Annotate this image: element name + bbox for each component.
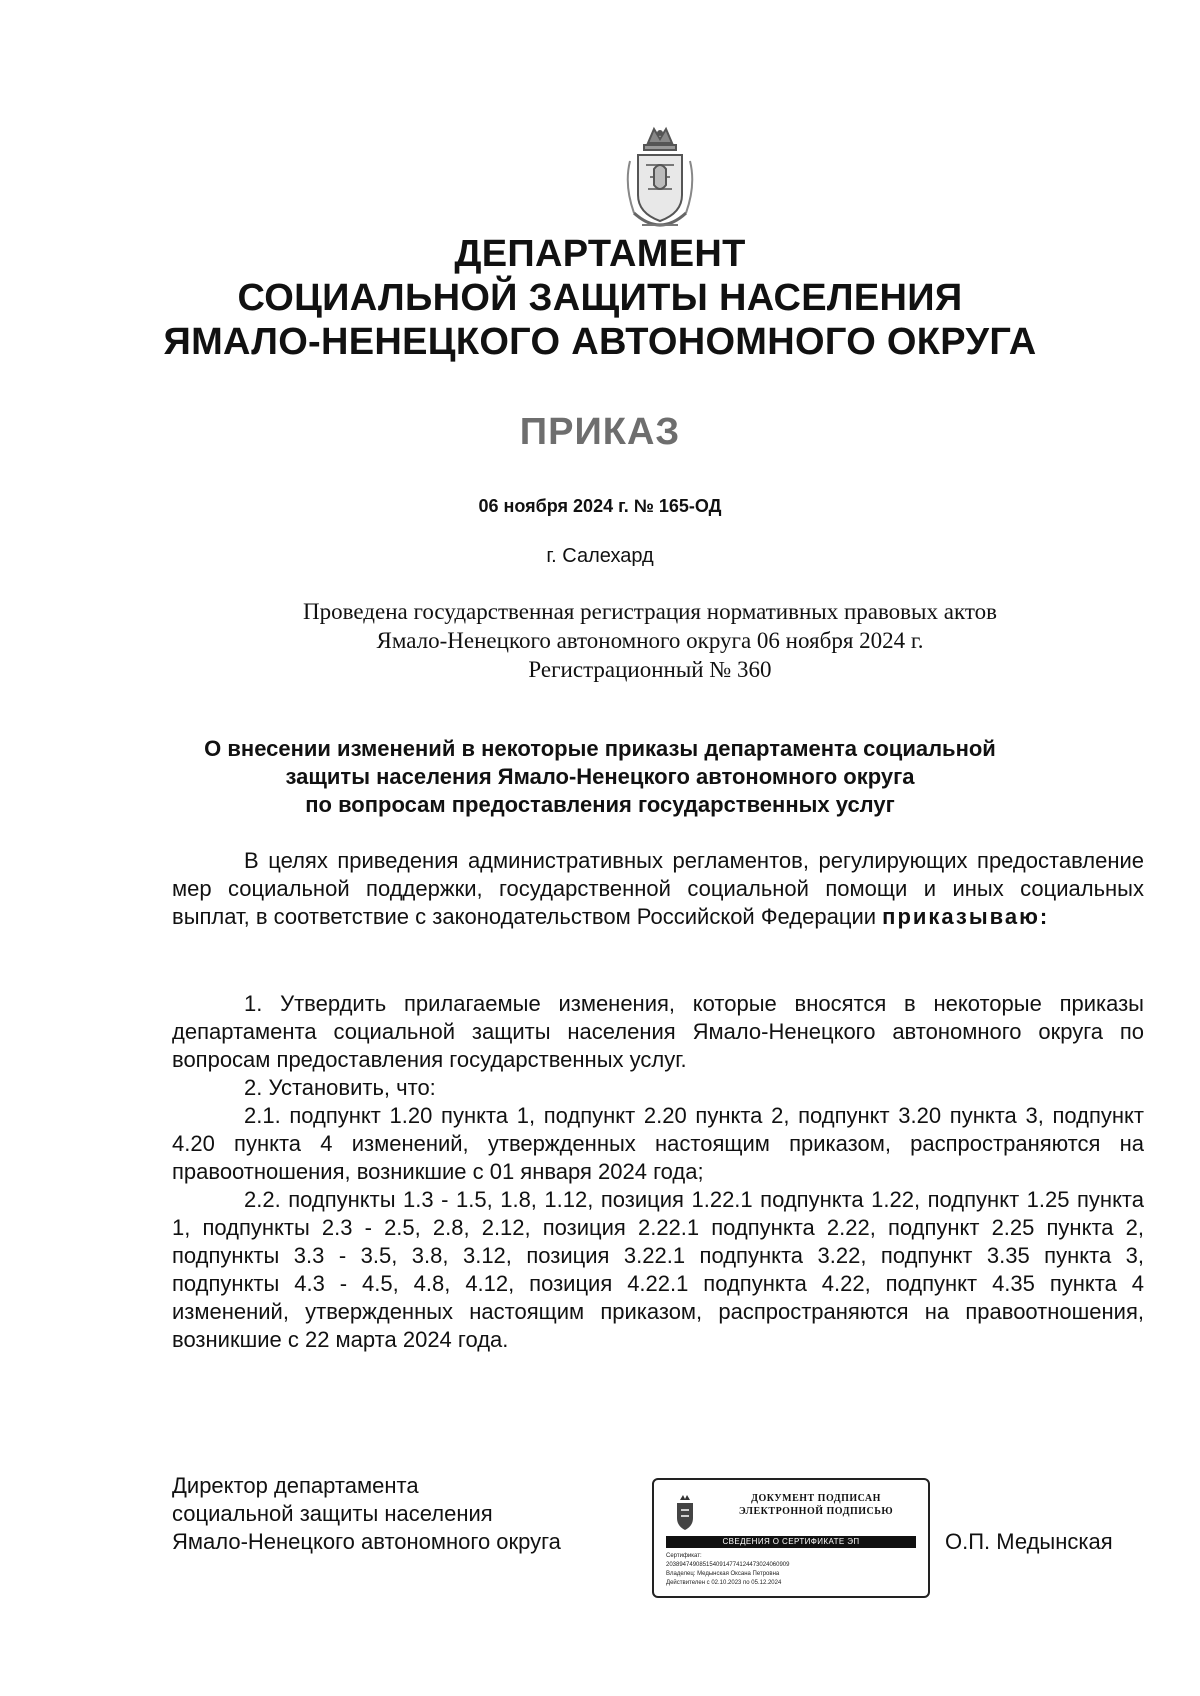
order-city: г. Салехард xyxy=(546,545,654,567)
subject-line: защиты населения Ямало-Ненецкого автономного округа xyxy=(285,764,915,789)
registration-line: Проведена государственная регистрация нормативных правовых актов xyxy=(303,599,997,624)
registration-note xyxy=(180,597,1120,684)
stamp-cert-label: Сертификат: xyxy=(666,1553,702,1559)
preamble-paragraph xyxy=(172,847,1144,931)
stamp-certificate-bar: СВЕДЕНИЯ О СЕРТИФИКАТЕ ЭП xyxy=(666,1536,916,1548)
stamp-validity: Действителен с 02.10.2023 по 05.12.2024 xyxy=(666,1580,782,1586)
department-title xyxy=(100,232,1100,364)
item-2-2: 2.2. подпункты 1.3 - 1.5, 1.8, 1.12, позиция 1.22.1 подпункта 1.22, подпункт 1.25 пункта 1, подпункты 2.3 - 2.5, 2.8, 2.12, позиция 2.22.1 подпункта 2.22, подпункт 2.25 пункта 2, подпункты 3.3 - 3.5, 3.8, 3.12, позиция 3.22.1 подпункта 3.22, подпункт 3.35 пункта 3, подпункты 4.3 - 4.5, 4.8, 4.12, позиция 4.22.1 подпункта 4.22, подпункт 4.35 пункта 4 изменений, утвержденных настоящим приказом, распространяются на правоотношения, возникшие с 22 марта 2024 года. xyxy=(172,1187,1144,1352)
subject-line: О внесении изменений в некоторые приказы департамента социальной xyxy=(204,736,996,761)
stamp-heading-line: ЭЛЕКТРОННОЙ ПОДПИСЬЮ xyxy=(738,1506,894,1517)
preamble-text: В целях приведения административных регламентов, регулирующих предоставление мер социальной поддержки, государственной социальной помощи и иных социальных выплат, в соответствие с законодательством Российской Федерации xyxy=(172,848,1144,929)
order-title: ПРИКАЗ xyxy=(519,411,681,453)
stamp-certificate-details xyxy=(666,1552,922,1588)
electronic-signature-stamp xyxy=(652,1478,930,1598)
order-subject xyxy=(120,735,1080,819)
signer-position-line: Директор департамента xyxy=(172,1473,419,1498)
stamp-cert-value: 2038947490851540914774124473024060909 xyxy=(666,1562,790,1568)
preamble-emphasis: приказываю: xyxy=(882,904,1050,929)
stamp-emblem-icon xyxy=(670,1494,700,1534)
signer-name: О.П. Медынская xyxy=(945,1529,1113,1554)
stamp-heading xyxy=(706,1492,926,1518)
order-date-number: 06 ноября 2024 г. № 165-ОД xyxy=(478,496,722,516)
department-title-line: СОЦИАЛЬНОЙ ЗАЩИТЫ НАСЕЛЕНИЯ xyxy=(237,277,963,319)
coat-of-arms-emblem xyxy=(620,125,700,245)
item-1: 1. Утвердить прилагаемые изменения, которые вносятся в некоторые приказы департамента социальной защиты населения Ямало-Ненецкого автономного округа по вопросам предоставления государственных услуг. xyxy=(172,991,1144,1072)
subject-line: по вопросам предоставления государственных услуг xyxy=(305,792,895,817)
order-items xyxy=(172,990,1144,1354)
department-title-line: ЯМАЛО-НЕНЕЦКОГО АВТОНОМНОГО ОКРУГА xyxy=(163,321,1037,363)
stamp-heading-line: ДОКУМЕНТ ПОДПИСАН xyxy=(751,1493,881,1504)
signer-position-line: социальной защиты населения xyxy=(172,1501,493,1526)
signer-position-line: Ямало-Ненецкого автономного округа xyxy=(172,1529,561,1554)
preamble xyxy=(172,847,1144,931)
stamp-owner: Владелец: Медынская Оксана Петровна xyxy=(666,1571,780,1577)
item-2: 2. Установить, что: xyxy=(244,1075,436,1100)
department-title-line: ДЕПАРТАМЕНТ xyxy=(454,233,746,275)
item-2-1: 2.1. подпункт 1.20 пункта 1, подпункт 2.20 пункта 2, подпункт 3.20 пункта 3, подпункт 4.20 пункта 4 изменений, утвержденных настоящим приказом, распространяются на правоотношения, возникшие с 01 января 2024 года; xyxy=(172,1103,1144,1184)
registration-line: Регистрационный № 360 xyxy=(528,657,772,682)
signer-position xyxy=(172,1472,561,1556)
registration-line: Ямало-Ненецкого автономного округа 06 ноября 2024 г. xyxy=(376,628,924,653)
